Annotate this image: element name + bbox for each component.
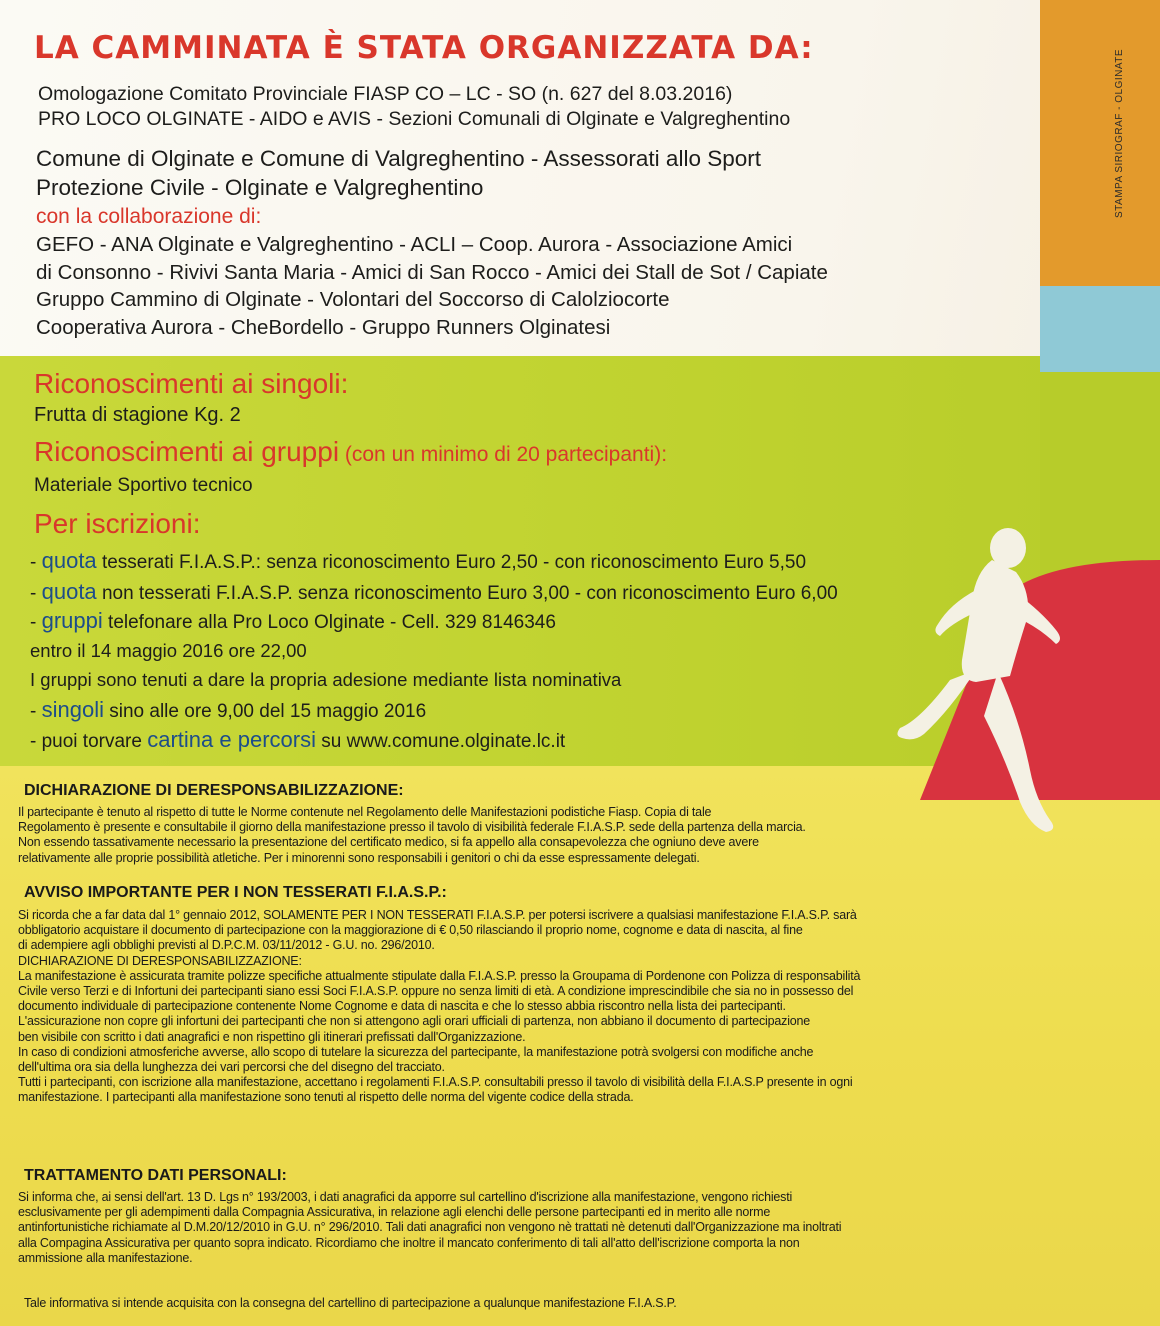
disclaimer-text: Il partecipante è tenuto al rispetto di tutte le Norme contenute nel Regolamento delle Manifestazioni podistiche Fiasp. Copia di tale Regolamento è presente e consultabile il giorno della manifestazione presso il tavolo di visibilità federale F.I.A.S.P. sede della partenza della marcia. Non essendo tassativamente necessario la presentazione del certificato medico, si fa appello alla consapevolezza che ogniuno deve avere relativamente alle proprie possibilità atletiche. Per i minorenni sono responsabili i genitori o chi da esse espressamente delegati. (18, 805, 806, 865)
notice-heading: AVVISO IMPORTANTE PER I NON TESSERATI F.I.A.S.P.: (24, 884, 447, 901)
collaborator-line: Gruppo Cammino di Olginate - Volontari del Soccorso di Calolziocorte (36, 288, 670, 311)
registration-line: I gruppi sono tenuti a dare la propria adesione mediante lista nominativa (30, 669, 622, 690)
registration-line: - quota tesserati F.I.A.S.P.: senza riconoscimento Euro 2,50 - con riconoscimento Euro 5,50 (30, 548, 807, 573)
organizer-line: Comune di Olginate e Comune di Valgreghentino - Assessorati allo Sport (36, 146, 761, 171)
registration-heading: Per iscrizioni: (34, 508, 201, 539)
collaboration-heading: con la collaborazione di: (36, 205, 262, 228)
printer-credit: STAMPA SIRIOGRAF - OLGINATE (1114, 48, 1125, 218)
page-title: LA CAMMINATA È STATA ORGANIZZATA DA: (34, 30, 814, 66)
privacy-footer: Tale informativa si intende acquisita con la consegna del cartellino di partecipazione a qualunque manifestazione F.I.A.S.P. (24, 1296, 677, 1310)
notice-text: Si ricorda che a far data dal 1° gennaio 2012, SOLAMENTE PER I NON TESSERATI F.I.A.S.P. per potersi iscrivere a qualsiasi manifestazione F.I.A.S.P. sarà obbligatorio acquistare il documento di partecipazione con la maggiorazione di € 0,50 rilasciando il proprio nome, cognome e data di nascita, al fine di adempiere agli obblighi previsti al D.P.C.M. 03/11/2012 - G.U. no. 296/2010. DICHIARAZIONE DI DERESPONSABILIZZAZIONE: La manifestazione è assicurata tramite polizze specifiche attualmente stipulate dalla F.I.A.S.P. presso la Groupama di Pordenone con Polizza di responsabilità Civile verso Terzi e di Infortuni dei partecipanti siano essi Soci F.I.A.S.P. oppure no senza limiti di età. A condizione imprescindibile che sia no in possesso del documento individuale di partecipazione contenente Nome Cognome e data di nascita e che lo stesso abbia riscontro nella lista dei partecipanti. L'assicurazione non copre gli infortuni dei partecipanti che non si attengono agli orari ufficiali di partenza, non abbiano il documento di partecipazione ben visibile con scritto i dati anagrafici e non rispettino gli itinerari prefissati dall'Organizzazione. In caso di condizioni atmosferiche avverse, allo scopo di tutelare la sicurezza del partecipante, la manifestazione potrà svolgersi con modifiche anche dell'ultima ora sia della lunghezza dei vari percorsi che del disegno del tracciato. Tutti i partecipanti, con iscrizione alla manifestazione, accettano i regolamenti F.I.A.S.P. consultabili presso il tavolo di visibilità della F.I.A.S.P presente in ogni manifestazione. I partecipanti alla manifestazione sono tenuti al rispetto delle norma del vigente codice della strada. (18, 908, 861, 1105)
runner-silhouette-icon (880, 520, 1080, 840)
organizer-line: PRO LOCO OLGINATE - AIDO e AVIS - Sezioni Comunali di Olginate e Valgreghentino (38, 108, 791, 130)
disclaimer-heading: DICHIARAZIONE DI DERESPONSABILIZZAZIONE: (24, 782, 404, 799)
organizer-line: Omologazione Comitato Provinciale FIASP CO – LC - SO (n. 627 del 8.03.2016) (38, 83, 733, 105)
orange-stripe (1040, 0, 1160, 286)
privacy-heading: TRATTAMENTO DATI PERSONALI: (24, 1167, 287, 1184)
registration-line: - puoi torvare cartina e percorsi su www.comune.olginate.lc.it (30, 727, 566, 752)
group-awards-note: (con un minimo di 20 partecipanti): (339, 443, 668, 466)
single-awards-text: Frutta di stagione Kg. 2 (34, 404, 241, 426)
registration-line: - singoli sino alle ore 9,00 del 15 maggio 2016 (30, 697, 427, 722)
blue-stripe (1040, 286, 1160, 372)
collaborator-line: GEFO - ANA Olginate e Valgreghentino - ACLI – Coop. Aurora - Associazione Amici (36, 233, 793, 256)
collaborator-line: di Consonno - Rivivi Santa Maria - Amici di San Rocco - Amici dei Stall de Sot / Capiate (36, 261, 828, 284)
registration-line: entro il 14 maggio 2016 ore 22,00 (30, 640, 307, 661)
group-awards-heading (34, 436, 667, 468)
registration-line: - quota non tesserati F.I.A.S.P. senza riconoscimento Euro 3,00 - con riconoscimento Euro 6,00 (30, 579, 838, 604)
single-awards-heading: Riconoscimenti ai singoli: (34, 368, 349, 399)
collaborator-line: Cooperativa Aurora - CheBordello - Gruppo Runners Olginatesi (36, 316, 611, 339)
group-awards-text: Materiale Sportivo tecnico (34, 475, 253, 496)
privacy-text: Si informa che, ai sensi dell'art. 13 D. Lgs n° 193/2003, i dati anagrafici da apporre sul cartellino d'iscrizione alla manifestazione, vengono richiesti esclusivamente per gli adempimenti dalla Compagnia Assicurativa, in relazione agli elenchi delle persone partecipanti ed in merito alle norme antinfortunistiche richiamate al D.M.20/12/2010 in G.U. n° 296/2010. Tali dati anagrafici non vengono nè trattati nè detenuti dall'Organizzazione ma inoltrati alla Compagina Assicurativa per quanto sopra indicato. Ricordiamo che inoltre il mancato conferimento di tali all'atto dell'iscrizione comporta la non ammissione alla manifestazione. (18, 1190, 842, 1265)
organizer-line: Protezione Civile - Olginate e Valgreghentino (36, 175, 484, 200)
group-awards-title: Riconoscimenti ai gruppi (34, 436, 340, 467)
registration-line: - gruppi telefonare alla Pro Loco Olginate - Cell. 329 8146346 (30, 608, 556, 633)
